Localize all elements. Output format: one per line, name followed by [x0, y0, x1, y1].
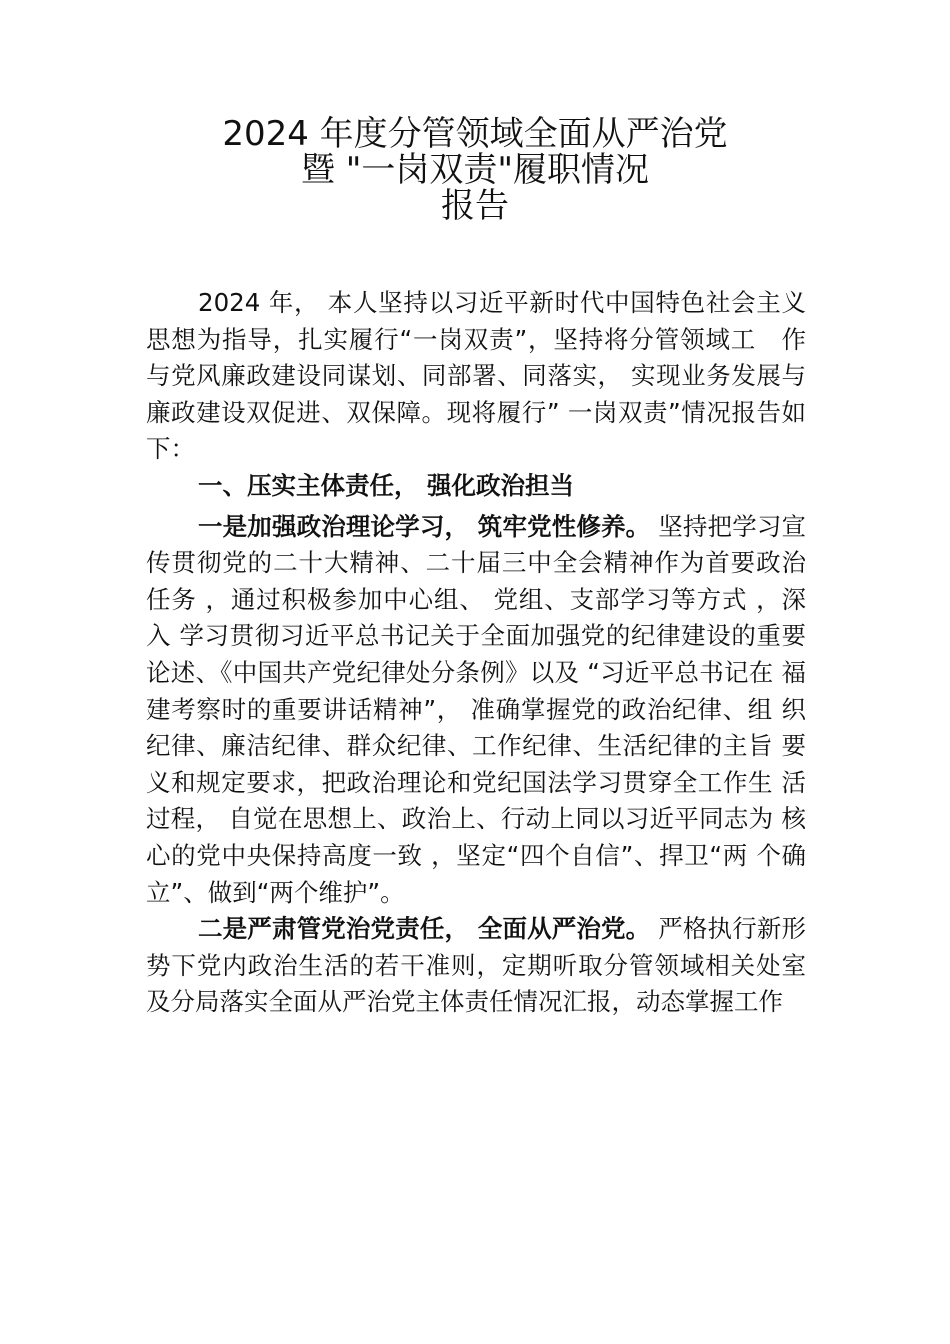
document-title — [145, 116, 805, 224]
title-line-2: 暨 "一岗双责"履职情况 — [300, 150, 650, 190]
point-1-lead: 一是加强政治理论学习， 筑牢党性修养。 — [198, 511, 651, 541]
section-heading-1: 一、压实主体责任， 强化政治担当 — [198, 470, 575, 500]
point-1-text: 坚持把学习宣 传贯彻党的二十大精神、二十届三中全会精神作为首要政治 任务 ，通过积极参加中心组、 党组、支部学习等方式 ，深入 学习贯彻习近平总书记关于全面加强党的纪律建设的重要 论述、《中国共产党纪律处分条例》以及 “习近平总书记在 福建考察时的重要讲话精神”， 准确掌握党的政治纪律、组 织纪律、廉洁纪律、群众纪律、工作纪律、生活纪律的主旨 要义和规定要求，把政治理论和党纪国法学习贯穿全工作生 活过程， 自觉在思想上、政治上、行动上同以习近平同志为 核心的党中央保持高度一致 ，坚定“四个自信”、捍卫“两 个确立”、做到“两个维护”。 — [146, 511, 806, 907]
intro-paragraph — [146, 285, 806, 468]
point-2-text: 严格执行新形 势下党内政治生活的若干准则，定期听取分管领域相关处室 及分局落实全面从严治党主体责任情况汇报，动态掌握工作 — [146, 914, 806, 1017]
document-body — [146, 285, 806, 1021]
point-2-lead: 二是严肃管党治党责任， 全面从严治党。 — [198, 914, 651, 944]
intro-text: 2024 年， 本人坚持以习近平新时代中国特色社会主义思想为指导，扎实履行“一岗双责”，坚持将分管领域工 作与党风廉政建设同谋划、同部署、同落实， 实现业务发展与廉政建设双促进、双保障。现将履行” 一岗双责”情况报告如下： — [146, 288, 806, 464]
paragraph-point-1 — [146, 509, 806, 912]
paragraph-point-2 — [146, 911, 806, 1021]
title-line-1: 2024 年度分管领域全面从严治党 — [222, 114, 728, 154]
title-line-3: 报告 — [441, 186, 509, 226]
